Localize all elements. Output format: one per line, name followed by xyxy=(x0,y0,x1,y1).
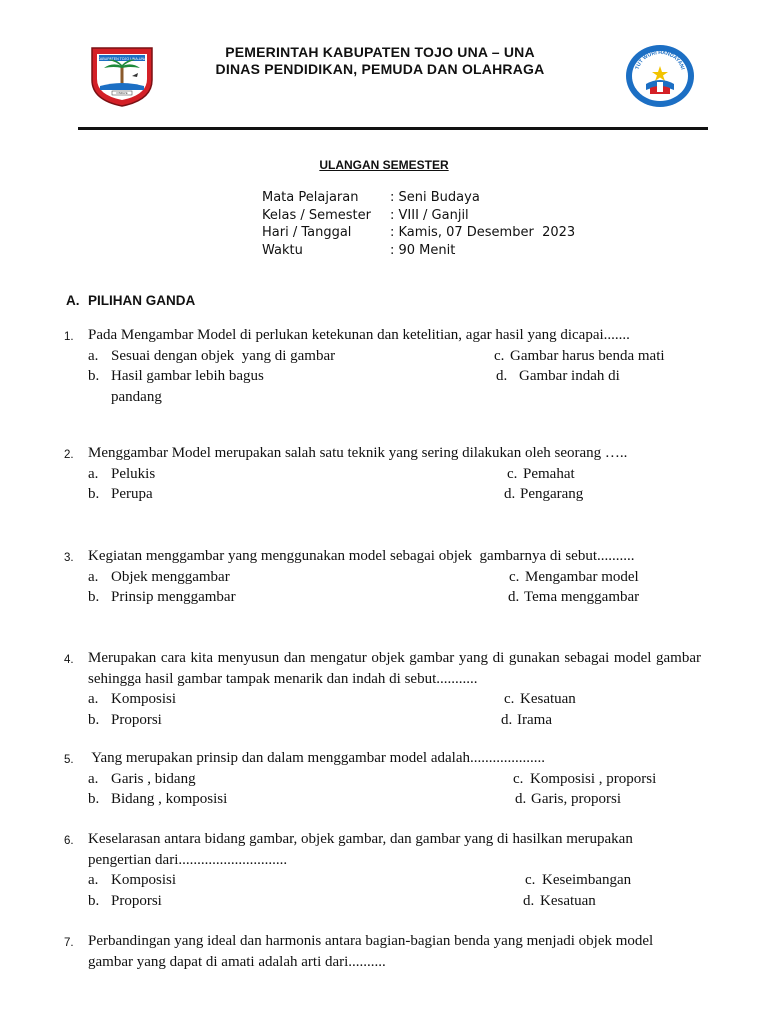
option-letter: d. xyxy=(504,486,516,502)
question-7 xyxy=(0,931,768,972)
option-text: Keseimbangan xyxy=(542,872,632,888)
option-letter: d. xyxy=(508,589,520,605)
option-letter: c. xyxy=(504,691,515,707)
svg-text:ONDA'E: ONDA'E xyxy=(116,91,128,96)
option-text: Objek menggambar xyxy=(111,568,230,585)
option-text: Pelukis xyxy=(111,465,156,482)
question-number: 7. xyxy=(64,937,74,949)
header-divider xyxy=(78,127,708,130)
option-text: Garis , bidang xyxy=(111,770,196,787)
option-text: Proporsi xyxy=(111,711,162,728)
option-letter: d. xyxy=(523,892,535,909)
option-letter: a. xyxy=(88,347,99,364)
option-letter: c. xyxy=(494,347,505,364)
option-letter: c. xyxy=(525,872,536,888)
section-heading xyxy=(66,293,195,308)
info-label: Waktu xyxy=(262,242,303,258)
option-letter: d. xyxy=(496,368,508,384)
question-5 xyxy=(0,748,768,810)
question-text: Kegiatan menggambar yang menggunakan model sebagai objek gambarnya di sebut.......... xyxy=(88,548,635,564)
option-letter: b. xyxy=(88,892,100,909)
option-letter: a. xyxy=(88,465,99,482)
kabupaten-crest-logo xyxy=(88,42,156,108)
option-letter: b. xyxy=(88,791,100,807)
option-text: Bidang , komposisi xyxy=(111,791,228,807)
info-row xyxy=(262,243,575,261)
svg-text:KABUPATEN TOJO UNA-UNA: KABUPATEN TOJO UNA-UNA xyxy=(97,56,147,61)
option-text: Komposisi xyxy=(111,872,177,888)
question-2 xyxy=(0,443,768,505)
question-number: 2. xyxy=(64,449,74,461)
info-value: : Seni Budaya xyxy=(390,190,480,205)
info-value: : 90 Menit xyxy=(390,242,456,258)
question-4 xyxy=(0,648,768,730)
exam-title: ULANGAN SEMESTER xyxy=(319,158,449,172)
info-label: Mata Pelajaran xyxy=(262,190,359,205)
question-1 xyxy=(0,325,768,407)
option-text-continued: pandang xyxy=(111,388,162,405)
question-text: Keselarasan antara bidang gambar, objek gambar, dan gambar yang di hasilkan merupakan pengertian dari............................. xyxy=(88,831,633,868)
option-text: Kesatuan xyxy=(520,691,576,707)
question-text: Pada Mengambar Model di perlukan ketekunan dan ketelitian, agar hasil yang dicapai....... xyxy=(88,327,630,343)
question-text: Menggambar Model merupakan salah satu teknik yang sering dilakukan oleh seorang ….. xyxy=(88,445,628,461)
question-text: Perbandingan yang ideal dan harmonis antara bagian-bagian benda yang menjadi objek model gambar yang dapat di amati adalah arti dari.......... xyxy=(88,933,654,970)
option-text: Kesatuan xyxy=(540,892,596,909)
question-text: Yang merupakan prinsip dan dalam menggambar model adalah.................... xyxy=(88,750,545,766)
institution-header xyxy=(160,44,600,78)
question-3 xyxy=(0,546,768,608)
option-letter: a. xyxy=(88,770,99,787)
option-text: Komposisi , proporsi xyxy=(530,770,657,787)
option-letter: c. xyxy=(507,465,518,482)
option-text: Komposisi xyxy=(111,691,177,707)
option-letter: b. xyxy=(88,589,100,605)
info-row xyxy=(262,208,575,226)
option-text: Tema menggambar xyxy=(524,589,640,605)
option-text: Prinsip menggambar xyxy=(111,589,236,605)
svg-text:TUT WURI HANDAYANI: TUT WURI HANDAYANI xyxy=(634,49,686,71)
question-number: 5. xyxy=(64,754,74,766)
question-text: Merupakan cara kita menyusun dan mengatur objek gambar yang di gunakan sebagai model gambar sehingga hasil gambar tampak menarik dan indah di sebut........... xyxy=(88,650,701,687)
info-row xyxy=(262,225,575,243)
info-value: : VIII / Ganjil xyxy=(390,207,469,223)
option-letter: b. xyxy=(88,486,100,502)
option-letter: a. xyxy=(88,872,99,888)
question-number: 4. xyxy=(64,654,74,666)
option-text: Garis, proporsi xyxy=(531,791,621,807)
option-letter: d. xyxy=(501,711,513,728)
option-text: Hasil gambar lebih bagus xyxy=(111,368,264,384)
option-letter: c. xyxy=(513,770,524,787)
question-number: 3. xyxy=(64,552,74,564)
option-text: Proporsi xyxy=(111,892,162,909)
section-title: PILIHAN GANDA xyxy=(88,293,196,308)
question-number: 6. xyxy=(64,835,74,847)
tut-wuri-handayani-logo xyxy=(624,44,696,108)
exam-info xyxy=(262,190,575,260)
institution-line-1: PEMERINTAH KABUPATEN TOJO UNA – UNA xyxy=(225,44,535,60)
option-letter: a. xyxy=(88,691,99,707)
option-text: Gambar indah di xyxy=(519,368,620,384)
section-letter: A. xyxy=(66,293,80,308)
option-text: Gambar harus benda mati xyxy=(510,347,665,364)
option-text: Mengambar model xyxy=(525,568,639,585)
option-letter: c. xyxy=(509,568,520,585)
option-letter: a. xyxy=(88,568,99,585)
option-text: Pengarang xyxy=(520,486,584,502)
question-number: 1. xyxy=(64,331,74,343)
info-value: : Kamis, 07 Desember 2023 xyxy=(390,225,576,241)
option-text: Perupa xyxy=(111,486,153,502)
option-letter: b. xyxy=(88,368,100,384)
info-row xyxy=(262,190,575,208)
info-label: Hari / Tanggal xyxy=(262,225,352,241)
info-label: Kelas / Semester xyxy=(262,207,371,223)
option-letter: d. xyxy=(515,791,527,807)
question-6 xyxy=(0,829,768,911)
option-text: Pemahat xyxy=(523,465,575,482)
option-text: Sesuai dengan objek yang di gambar xyxy=(111,347,336,364)
institution-line-2: DINAS PENDIDIKAN, PEMUDA DAN OLAHRAGA xyxy=(215,61,545,77)
option-letter: b. xyxy=(88,711,100,728)
option-text: Irama xyxy=(517,711,552,728)
